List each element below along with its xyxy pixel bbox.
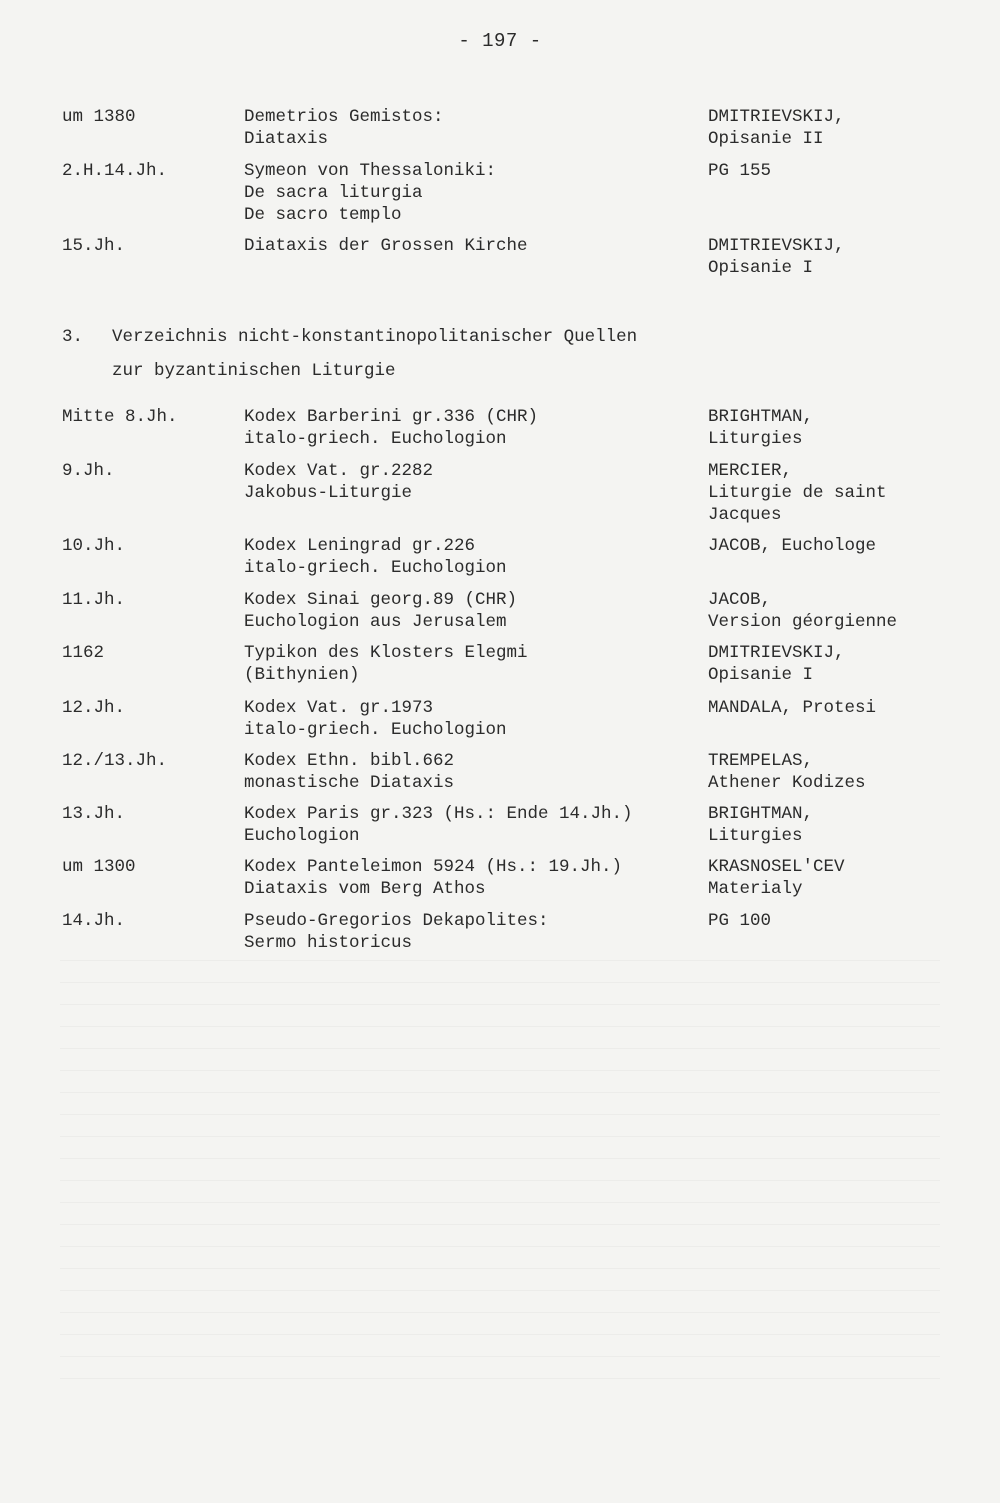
entry-reference	[708, 589, 897, 633]
entry-reference	[708, 910, 771, 932]
entry-title	[244, 406, 538, 450]
entry-date: um 1300	[62, 857, 136, 877]
entry-title-line: De sacra liturgia	[244, 183, 423, 203]
entry-reference-line: JACOB,	[708, 590, 772, 610]
entry-date: 9.Jh.	[62, 461, 115, 481]
entry-reference	[708, 856, 845, 900]
entry-reference-line: Liturgies	[708, 826, 803, 846]
entry-reference-line: Opisanie I	[708, 665, 814, 685]
entry-reference-line: MERCIER,	[708, 461, 793, 481]
entry-reference-line: Liturgies	[708, 429, 803, 449]
entry-title-line: italo-griech. Euchologion	[244, 720, 507, 740]
entry-reference-line: MANDALA, Protesi	[708, 698, 877, 718]
entry-title	[244, 106, 444, 150]
entry-reference-line: BRIGHTMAN,	[708, 804, 814, 824]
entry-reference	[708, 235, 845, 279]
entry-title-line: Pseudo-Gregorios Dekapolites:	[244, 911, 549, 931]
entry-reference-line: Version géorgienne	[708, 612, 898, 632]
entry-date: 12./13.Jh.	[62, 751, 168, 771]
entry-title-line: Euchologion	[244, 826, 360, 846]
page-number: - 197 -	[458, 30, 542, 52]
entry-title-line: Diataxis	[244, 129, 329, 149]
entry-date: 1162	[62, 643, 105, 663]
entry-reference	[708, 642, 845, 686]
entry-date: 12.Jh.	[62, 698, 126, 718]
entry-title-line: Kodex Barberini gr.336 (CHR)	[244, 407, 539, 427]
entry-reference-line: Opisanie I	[708, 258, 814, 278]
entry-title-line: monastische Diataxis	[244, 773, 455, 793]
entry-title-line: De sacro templo	[244, 205, 402, 225]
entry-title	[244, 160, 496, 226]
entry-reference-line: PG 155	[708, 161, 772, 181]
entry-title-line: Kodex Sinai georg.89 (CHR)	[244, 590, 518, 610]
entry-reference-line: JACOB, Euchologe	[708, 536, 877, 556]
entry-title-line: Jakobus-Liturgie	[244, 483, 413, 503]
entry-title-line: Diataxis vom Berg Athos	[244, 879, 486, 899]
entry-title-line: Sermo historicus	[244, 933, 413, 953]
entry-reference-line: DMITRIEVSKIJ,	[708, 643, 845, 663]
entry-reference	[708, 406, 813, 450]
entry-title-line: Symeon von Thessaloniki:	[244, 161, 497, 181]
entry-date: 13.Jh.	[62, 804, 126, 824]
entry-title-line: Kodex Vat. gr.2282	[244, 461, 434, 481]
entry-title	[244, 642, 528, 686]
entry-reference	[708, 535, 876, 557]
entry-title	[244, 235, 528, 257]
entry-reference-line: Liturgie de saint	[708, 483, 887, 503]
entry-title	[244, 460, 433, 504]
entry-reference-line: TREMPELAS,	[708, 751, 814, 771]
entry-reference	[708, 460, 887, 526]
entry-title-line: Euchologion aus Jerusalem	[244, 612, 507, 632]
entry-title-line: Typikon des Klosters Elegmi	[244, 643, 528, 663]
entry-reference-line: DMITRIEVSKIJ,	[708, 107, 845, 127]
entry-title	[244, 750, 454, 794]
entry-title-line: Kodex Vat. gr.1973	[244, 698, 434, 718]
entry-date: 11.Jh.	[62, 590, 126, 610]
section-heading	[62, 320, 637, 388]
entry-reference-line: DMITRIEVSKIJ,	[708, 236, 845, 256]
entry-date: Mitte 8.Jh.	[62, 407, 178, 427]
entry-title-line: Kodex Leningrad gr.226	[244, 536, 476, 556]
entry-date: 14.Jh.	[62, 911, 126, 931]
entry-title-line: italo-griech. Euchologion	[244, 558, 507, 578]
entry-title	[244, 856, 622, 900]
entry-date: 15.Jh.	[62, 236, 126, 256]
entry-title	[244, 697, 507, 741]
entry-title-line: Diataxis der Grossen Kirche	[244, 236, 528, 256]
entry-reference	[708, 750, 866, 794]
entry-title-line: (Bithynien)	[244, 665, 360, 685]
section-heading-line: Verzeichnis nicht-konstantinopolitanischer Quellen	[112, 327, 638, 347]
entry-date: 2.H.14.Jh.	[62, 161, 168, 181]
entry-reference-line: Opisanie II	[708, 129, 824, 149]
entry-title	[244, 535, 507, 579]
entry-title-line: italo-griech. Euchologion	[244, 429, 507, 449]
entry-reference	[708, 106, 845, 150]
entry-title-line: Demetrios Gemistos:	[244, 107, 444, 127]
entry-title	[244, 803, 633, 847]
entry-reference-line: KRASNOSEL'CEV	[708, 857, 845, 877]
entry-reference-line: Materialy	[708, 879, 803, 899]
entry-date: um 1380	[62, 107, 136, 127]
entry-reference-line: Jacques	[708, 505, 782, 525]
entry-reference-line: Athener Kodizes	[708, 773, 866, 793]
entry-reference	[708, 697, 876, 719]
entry-title	[244, 910, 549, 954]
entry-reference-line: PG 100	[708, 911, 772, 931]
entry-reference	[708, 803, 813, 847]
entry-title	[244, 589, 517, 633]
section-heading-line: zur byzantinischen Liturgie	[112, 361, 396, 381]
entry-title-line: Kodex Panteleimon 5924 (Hs.: 19.Jh.)	[244, 857, 623, 877]
section-number: 3.	[62, 327, 84, 347]
entry-date: 10.Jh.	[62, 536, 126, 556]
entry-reference-line: BRIGHTMAN,	[708, 407, 814, 427]
entry-title-line: Kodex Ethn. bibl.662	[244, 751, 455, 771]
show-through-texture	[60, 960, 940, 1400]
entry-reference	[708, 160, 771, 182]
entry-title-line: Kodex Paris gr.323 (Hs.: Ende 14.Jh.)	[244, 804, 633, 824]
